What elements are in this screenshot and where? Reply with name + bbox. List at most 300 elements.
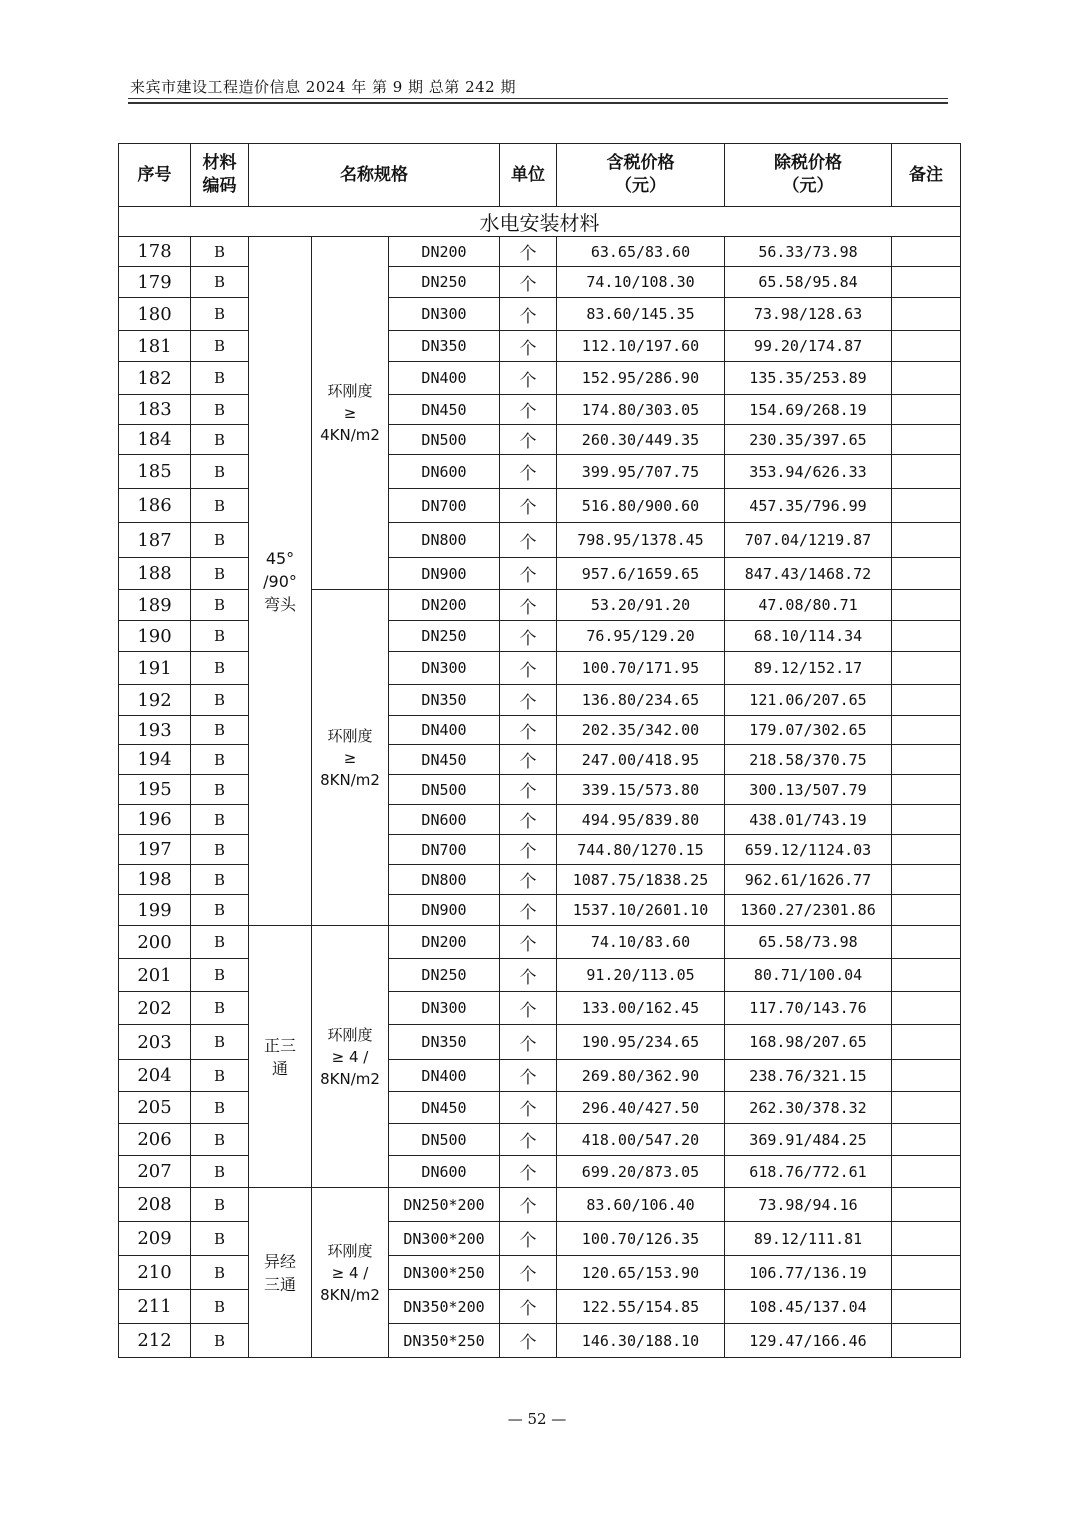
row-unit: 个 — [500, 865, 557, 895]
merged-label-line: 8KN/m2 — [320, 1285, 380, 1304]
table-row — [119, 775, 961, 805]
table-row — [119, 835, 961, 865]
row-price-tax-included: 190.95/234.65 — [557, 1025, 725, 1060]
row-unit: 个 — [500, 835, 557, 865]
merged-label-line: 4KN/m2 — [320, 426, 380, 444]
row-spec: DN400 — [389, 716, 500, 745]
row-material-code: B — [191, 1222, 249, 1256]
subgroup-label — [312, 1188, 389, 1358]
row-price-tax-included: 133.00/162.45 — [557, 992, 725, 1025]
row-seq: 200 — [119, 926, 191, 959]
row-material-code: B — [191, 590, 249, 621]
row-material-code: B — [191, 331, 249, 362]
row-price-tax-excluded: 80.71/100.04 — [725, 959, 892, 992]
table-row — [119, 959, 961, 992]
row-price-tax-excluded: 300.13/507.79 — [725, 775, 892, 805]
row-price-tax-included: 100.70/171.95 — [557, 652, 725, 685]
row-remark — [892, 1124, 961, 1156]
row-remark — [892, 992, 961, 1025]
table-row — [119, 267, 961, 298]
col-header-tax-incl — [557, 144, 725, 207]
row-seq: 187 — [119, 523, 191, 558]
row-seq: 207 — [119, 1156, 191, 1188]
row-unit: 个 — [500, 558, 557, 590]
row-unit: 个 — [500, 362, 557, 395]
row-material-code: B — [191, 425, 249, 455]
col-header-tax-excl — [725, 144, 892, 207]
row-price-tax-included: 516.80/900.60 — [557, 489, 725, 523]
row-seq: 208 — [119, 1188, 191, 1222]
row-spec: DN500 — [389, 425, 500, 455]
row-price-tax-excluded: 65.58/73.98 — [725, 926, 892, 959]
row-spec: DN800 — [389, 523, 500, 558]
row-unit: 个 — [500, 1324, 557, 1358]
row-price-tax-included: 260.30/449.35 — [557, 425, 725, 455]
merged-label-line: 异经 — [263, 1251, 296, 1271]
row-remark — [892, 1324, 961, 1358]
merged-label-line: 环刚度 — [327, 1241, 373, 1260]
row-material-code: B — [191, 835, 249, 865]
row-material-code: B — [191, 652, 249, 685]
row-spec: DN700 — [389, 489, 500, 523]
section-row — [119, 207, 961, 237]
row-material-code: B — [191, 992, 249, 1025]
row-seq: 181 — [119, 331, 191, 362]
row-price-tax-included: 296.40/427.50 — [557, 1092, 725, 1124]
row-spec: DN450 — [389, 1092, 500, 1124]
merged-label-line: ≥ 4 / — [331, 1047, 369, 1066]
row-unit: 个 — [500, 745, 557, 775]
row-price-tax-excluded: 89.12/152.17 — [725, 652, 892, 685]
table-row — [119, 865, 961, 895]
row-price-tax-excluded: 218.58/370.75 — [725, 745, 892, 775]
row-spec: DN300 — [389, 992, 500, 1025]
row-seq: 188 — [119, 558, 191, 590]
row-remark — [892, 395, 961, 425]
row-unit: 个 — [500, 926, 557, 959]
row-seq: 189 — [119, 590, 191, 621]
table-row — [119, 362, 961, 395]
row-seq: 210 — [119, 1256, 191, 1290]
row-material-code: B — [191, 959, 249, 992]
subgroup-label — [312, 237, 389, 590]
row-price-tax-included: 63.65/83.60 — [557, 237, 725, 267]
row-price-tax-included: 269.80/362.90 — [557, 1060, 725, 1092]
row-unit: 个 — [500, 523, 557, 558]
row-price-tax-excluded: 707.04/1219.87 — [725, 523, 892, 558]
col-header-tax-excl-line1: 除税价格 — [774, 153, 842, 173]
table-row — [119, 716, 961, 745]
row-seq: 211 — [119, 1290, 191, 1324]
row-price-tax-excluded: 262.30/378.32 — [725, 1092, 892, 1124]
row-price-tax-excluded: 129.47/166.46 — [725, 1324, 892, 1358]
table-row — [119, 1092, 961, 1124]
row-price-tax-included: 174.80/303.05 — [557, 395, 725, 425]
row-material-code: B — [191, 362, 249, 395]
row-remark — [892, 1188, 961, 1222]
row-price-tax-excluded: 68.10/114.34 — [725, 621, 892, 652]
row-material-code: B — [191, 395, 249, 425]
row-price-tax-excluded: 659.12/1124.03 — [725, 835, 892, 865]
row-material-code: B — [191, 1124, 249, 1156]
row-price-tax-included: 112.10/197.60 — [557, 331, 725, 362]
row-spec: DN350*250 — [389, 1324, 500, 1358]
row-remark — [892, 331, 961, 362]
row-seq: 199 — [119, 895, 191, 926]
table-row — [119, 745, 961, 775]
row-seq: 195 — [119, 775, 191, 805]
row-unit: 个 — [500, 1188, 557, 1222]
table-row — [119, 1060, 961, 1092]
row-seq: 184 — [119, 425, 191, 455]
row-price-tax-included: 957.6/1659.65 — [557, 558, 725, 590]
row-seq: 203 — [119, 1025, 191, 1060]
row-unit: 个 — [500, 425, 557, 455]
merged-label-line: 8KN/m2 — [320, 1069, 380, 1088]
table-row — [119, 1124, 961, 1156]
merged-label-line: /90° — [263, 571, 297, 591]
row-spec: DN200 — [389, 590, 500, 621]
col-header-tax-excl-line2: （元） — [782, 176, 834, 196]
row-seq: 202 — [119, 992, 191, 1025]
row-material-code: B — [191, 745, 249, 775]
row-seq: 209 — [119, 1222, 191, 1256]
row-unit: 个 — [500, 805, 557, 835]
row-seq: 190 — [119, 621, 191, 652]
row-spec: DN250 — [389, 267, 500, 298]
row-remark — [892, 621, 961, 652]
row-price-tax-excluded: 369.91/484.25 — [725, 1124, 892, 1156]
row-material-code: B — [191, 523, 249, 558]
table-row — [119, 489, 961, 523]
merged-label-line: 三通 — [263, 1274, 296, 1294]
table-row — [119, 395, 961, 425]
row-spec: DN350*200 — [389, 1290, 500, 1324]
row-seq: 194 — [119, 745, 191, 775]
row-price-tax-excluded: 1360.27/2301.86 — [725, 895, 892, 926]
row-spec: DN250*200 — [389, 1188, 500, 1222]
row-price-tax-included: 1087.75/1838.25 — [557, 865, 725, 895]
header-row — [119, 144, 961, 207]
row-seq: 196 — [119, 805, 191, 835]
row-remark — [892, 775, 961, 805]
row-material-code: B — [191, 1324, 249, 1358]
row-spec: DN700 — [389, 835, 500, 865]
row-remark — [892, 959, 961, 992]
row-seq: 197 — [119, 835, 191, 865]
table-row — [119, 425, 961, 455]
row-spec: DN600 — [389, 805, 500, 835]
row-seq: 183 — [119, 395, 191, 425]
row-remark — [892, 523, 961, 558]
row-spec: DN800 — [389, 865, 500, 895]
row-spec: DN300 — [389, 652, 500, 685]
header-rule — [128, 98, 948, 99]
group-label — [249, 926, 312, 1188]
row-seq: 206 — [119, 1124, 191, 1156]
row-remark — [892, 716, 961, 745]
merged-label-line: 通 — [271, 1058, 288, 1078]
row-price-tax-included: 136.80/234.65 — [557, 685, 725, 716]
row-price-tax-included: 699.20/873.05 — [557, 1156, 725, 1188]
table-row — [119, 558, 961, 590]
row-price-tax-excluded: 73.98/128.63 — [725, 298, 892, 331]
row-price-tax-excluded: 73.98/94.16 — [725, 1188, 892, 1222]
row-seq: 186 — [119, 489, 191, 523]
col-header-name: 名称规格 — [249, 144, 500, 207]
row-material-code: B — [191, 805, 249, 835]
col-header-tax-incl-line2: （元） — [615, 176, 666, 196]
row-price-tax-excluded: 121.06/207.65 — [725, 685, 892, 716]
row-price-tax-excluded: 238.76/321.15 — [725, 1060, 892, 1092]
table-row — [119, 1256, 961, 1290]
row-unit: 个 — [500, 1222, 557, 1256]
table-row — [119, 1324, 961, 1358]
row-remark — [892, 745, 961, 775]
row-price-tax-excluded: 99.20/174.87 — [725, 331, 892, 362]
row-price-tax-included: 744.80/1270.15 — [557, 835, 725, 865]
merged-label-line: ≥ — [343, 748, 357, 767]
col-header-code-line2: 编码 — [202, 176, 237, 196]
row-price-tax-included: 146.30/188.10 — [557, 1324, 725, 1358]
row-spec: DN400 — [389, 1060, 500, 1092]
row-material-code: B — [191, 1290, 249, 1324]
page-number: — 52 — — [507, 1410, 567, 1428]
row-remark — [892, 362, 961, 395]
row-price-tax-included: 798.95/1378.45 — [557, 523, 725, 558]
row-remark — [892, 1156, 961, 1188]
row-remark — [892, 590, 961, 621]
row-unit: 个 — [500, 237, 557, 267]
row-price-tax-included: 100.70/126.35 — [557, 1222, 725, 1256]
row-material-code: B — [191, 298, 249, 331]
row-seq: 192 — [119, 685, 191, 716]
group-label — [249, 1188, 312, 1358]
row-material-code: B — [191, 1092, 249, 1124]
row-material-code: B — [191, 237, 249, 267]
row-material-code: B — [191, 455, 249, 489]
row-seq: 182 — [119, 362, 191, 395]
row-remark — [892, 652, 961, 685]
row-seq: 205 — [119, 1092, 191, 1124]
row-material-code: B — [191, 685, 249, 716]
row-price-tax-excluded: 847.43/1468.72 — [725, 558, 892, 590]
merged-label-line: 弯头 — [263, 594, 296, 614]
merged-label-line: ≥ — [343, 404, 357, 422]
row-spec: DN200 — [389, 926, 500, 959]
row-remark — [892, 685, 961, 716]
row-price-tax-excluded: 108.45/137.04 — [725, 1290, 892, 1324]
price-table — [118, 143, 961, 1358]
row-spec: DN600 — [389, 455, 500, 489]
row-unit: 个 — [500, 1290, 557, 1324]
row-price-tax-included: 83.60/145.35 — [557, 298, 725, 331]
row-remark — [892, 1256, 961, 1290]
row-spec: DN450 — [389, 745, 500, 775]
row-price-tax-excluded: 179.07/302.65 — [725, 716, 892, 745]
row-price-tax-included: 76.95/129.20 — [557, 621, 725, 652]
row-unit: 个 — [500, 959, 557, 992]
row-price-tax-excluded: 457.35/796.99 — [725, 489, 892, 523]
row-seq: 212 — [119, 1324, 191, 1358]
row-price-tax-included: 418.00/547.20 — [557, 1124, 725, 1156]
table-row — [119, 331, 961, 362]
table-row — [119, 895, 961, 926]
table-row — [119, 1025, 961, 1060]
row-material-code: B — [191, 1156, 249, 1188]
row-price-tax-excluded: 117.70/143.76 — [725, 992, 892, 1025]
row-material-code: B — [191, 926, 249, 959]
row-unit: 个 — [500, 716, 557, 745]
row-material-code: B — [191, 775, 249, 805]
row-spec: DN900 — [389, 895, 500, 926]
subgroup-label — [312, 590, 389, 926]
row-remark — [892, 895, 961, 926]
row-unit: 个 — [500, 621, 557, 652]
row-price-tax-excluded: 106.77/136.19 — [725, 1256, 892, 1290]
row-spec: DN900 — [389, 558, 500, 590]
row-remark — [892, 237, 961, 267]
section-title: 水电安装材料 — [119, 207, 961, 237]
row-remark — [892, 835, 961, 865]
row-price-tax-excluded: 89.12/111.81 — [725, 1222, 892, 1256]
row-unit: 个 — [500, 992, 557, 1025]
row-remark — [892, 1290, 961, 1324]
row-material-code: B — [191, 1256, 249, 1290]
row-unit: 个 — [500, 775, 557, 805]
row-unit: 个 — [500, 298, 557, 331]
row-seq: 180 — [119, 298, 191, 331]
row-spec: DN600 — [389, 1156, 500, 1188]
row-price-tax-excluded: 65.58/95.84 — [725, 267, 892, 298]
row-material-code: B — [191, 716, 249, 745]
row-price-tax-included: 91.20/113.05 — [557, 959, 725, 992]
subgroup-label — [312, 926, 389, 1188]
row-remark — [892, 425, 961, 455]
row-spec: DN400 — [389, 362, 500, 395]
row-material-code: B — [191, 895, 249, 926]
page-header: 来宾市建设工程造价信息 2024 年 第 9 期 总第 242 期 — [130, 78, 516, 96]
row-remark — [892, 865, 961, 895]
row-unit: 个 — [500, 489, 557, 523]
row-remark — [892, 558, 961, 590]
row-material-code: B — [191, 1060, 249, 1092]
row-unit: 个 — [500, 895, 557, 926]
row-spec: DN300 — [389, 298, 500, 331]
table-row — [119, 926, 961, 959]
table-row — [119, 237, 961, 267]
row-unit: 个 — [500, 685, 557, 716]
row-seq: 191 — [119, 652, 191, 685]
row-price-tax-excluded: 47.08/80.71 — [725, 590, 892, 621]
row-spec: DN500 — [389, 775, 500, 805]
row-remark — [892, 267, 961, 298]
table-row — [119, 621, 961, 652]
row-price-tax-excluded: 135.35/253.89 — [725, 362, 892, 395]
row-unit: 个 — [500, 1025, 557, 1060]
row-spec: DN300*200 — [389, 1222, 500, 1256]
row-price-tax-included: 247.00/418.95 — [557, 745, 725, 775]
table-row — [119, 685, 961, 716]
row-unit: 个 — [500, 455, 557, 489]
merged-label-line: 环刚度 — [327, 726, 373, 745]
row-spec: DN350 — [389, 331, 500, 362]
merged-label-line: 环刚度 — [327, 382, 373, 400]
row-remark — [892, 1060, 961, 1092]
row-remark — [892, 1222, 961, 1256]
row-price-tax-included: 53.20/91.20 — [557, 590, 725, 621]
row-remark — [892, 298, 961, 331]
row-remark — [892, 926, 961, 959]
row-unit: 个 — [500, 1060, 557, 1092]
row-price-tax-excluded: 56.33/73.98 — [725, 237, 892, 267]
row-spec: DN450 — [389, 395, 500, 425]
row-price-tax-included: 1537.10/2601.10 — [557, 895, 725, 926]
col-header-unit: 单位 — [500, 144, 557, 207]
row-unit: 个 — [500, 1092, 557, 1124]
row-seq: 179 — [119, 267, 191, 298]
row-material-code: B — [191, 489, 249, 523]
row-unit: 个 — [500, 1156, 557, 1188]
row-unit: 个 — [500, 652, 557, 685]
row-unit: 个 — [500, 1124, 557, 1156]
row-remark — [892, 1025, 961, 1060]
row-price-tax-excluded: 230.35/397.65 — [725, 425, 892, 455]
row-unit: 个 — [500, 590, 557, 621]
col-header-seq: 序号 — [119, 144, 191, 207]
col-header-code — [191, 144, 249, 207]
table-row — [119, 805, 961, 835]
row-seq: 198 — [119, 865, 191, 895]
row-remark — [892, 1092, 961, 1124]
row-price-tax-included: 339.15/573.80 — [557, 775, 725, 805]
row-unit: 个 — [500, 331, 557, 362]
row-material-code: B — [191, 1025, 249, 1060]
col-header-code-line1: 材料 — [202, 153, 237, 173]
row-material-code: B — [191, 558, 249, 590]
row-material-code: B — [191, 621, 249, 652]
row-price-tax-included: 494.95/839.80 — [557, 805, 725, 835]
row-remark — [892, 489, 961, 523]
row-material-code: B — [191, 865, 249, 895]
header-rule-thick — [128, 102, 948, 104]
row-seq: 185 — [119, 455, 191, 489]
row-material-code: B — [191, 267, 249, 298]
row-price-tax-included: 120.65/153.90 — [557, 1256, 725, 1290]
table-row — [119, 1222, 961, 1256]
row-price-tax-included: 202.35/342.00 — [557, 716, 725, 745]
merged-label-line: 环刚度 — [327, 1025, 373, 1044]
table-row — [119, 590, 961, 621]
row-price-tax-included: 122.55/154.85 — [557, 1290, 725, 1324]
row-price-tax-included: 399.95/707.75 — [557, 455, 725, 489]
row-seq: 193 — [119, 716, 191, 745]
row-price-tax-excluded: 154.69/268.19 — [725, 395, 892, 425]
row-spec: DN250 — [389, 621, 500, 652]
table-row — [119, 1156, 961, 1188]
row-seq: 178 — [119, 237, 191, 267]
row-spec: DN350 — [389, 685, 500, 716]
row-price-tax-included: 74.10/83.60 — [557, 926, 725, 959]
merged-label-line: 正三 — [263, 1035, 296, 1055]
table-row — [119, 1188, 961, 1222]
group-label — [249, 237, 312, 926]
merged-label-line: ≥ 4 / — [331, 1263, 369, 1282]
table-row — [119, 298, 961, 331]
table-row — [119, 992, 961, 1025]
table-row — [119, 523, 961, 558]
table-row — [119, 652, 961, 685]
